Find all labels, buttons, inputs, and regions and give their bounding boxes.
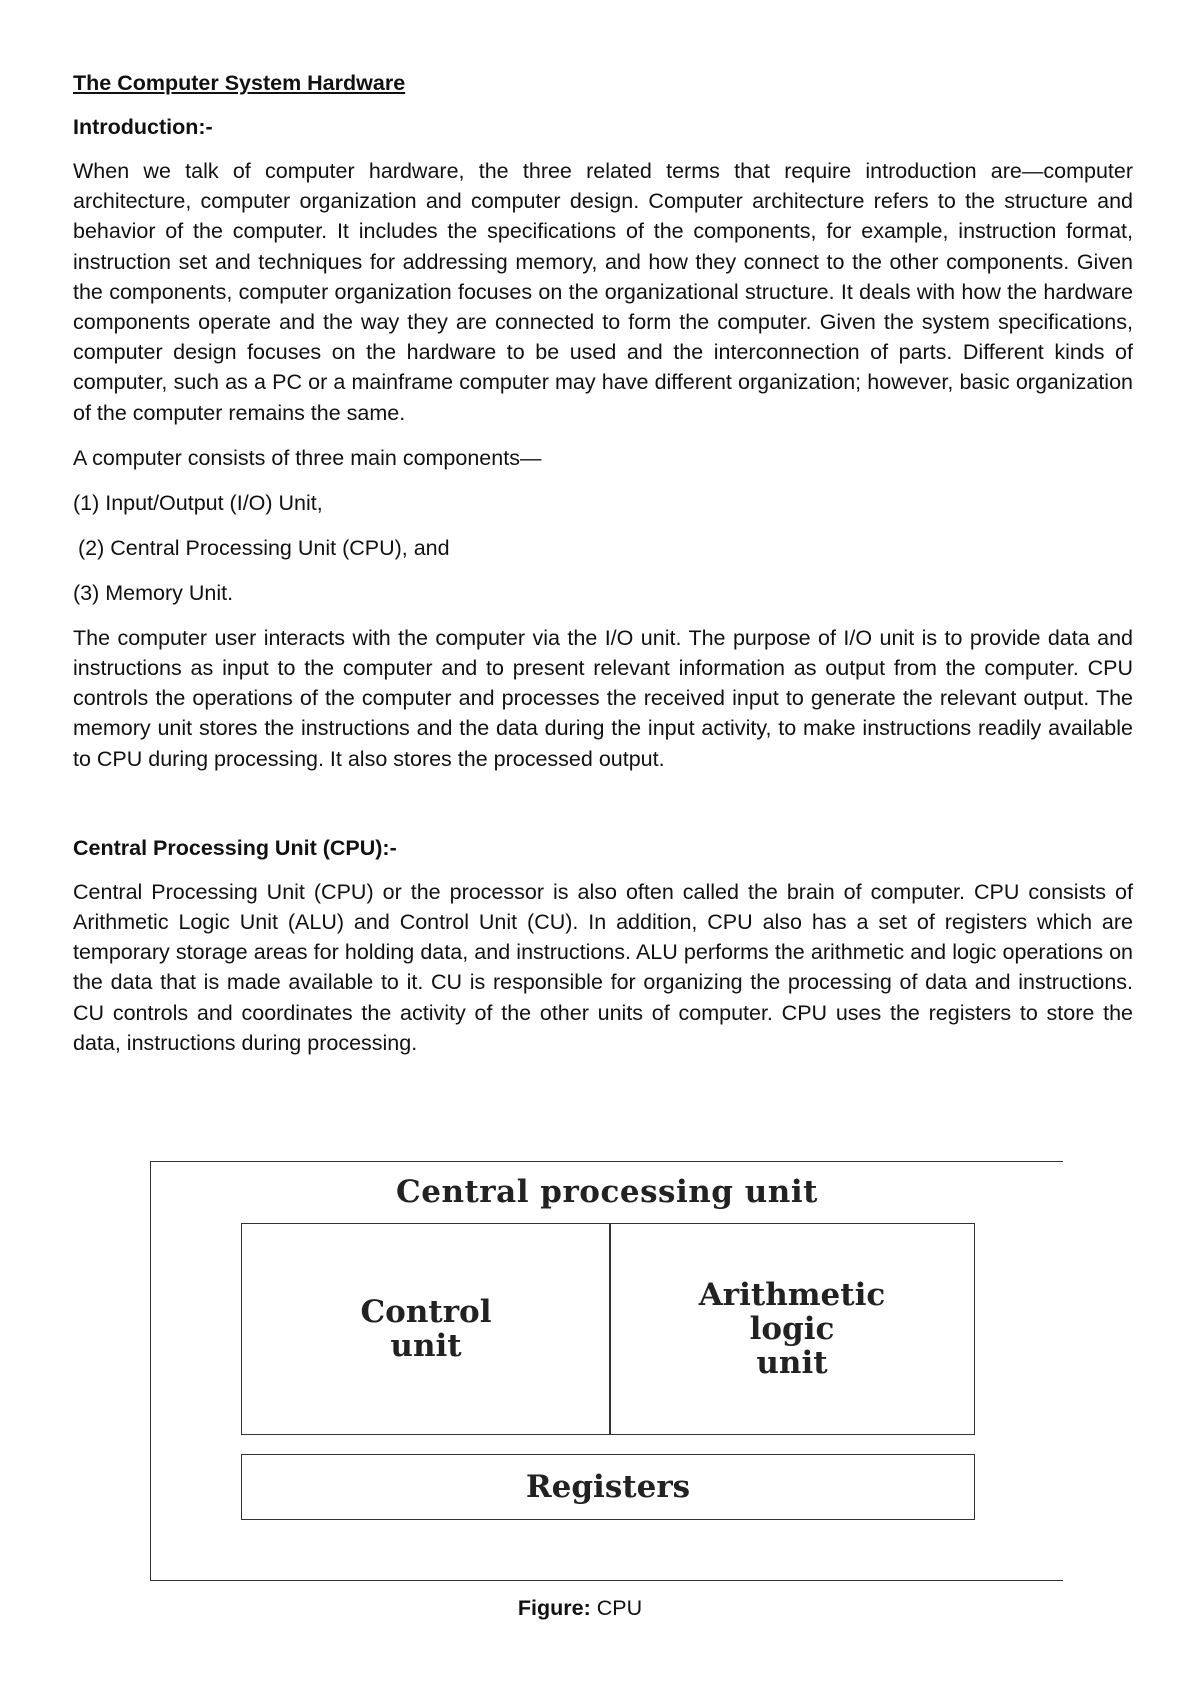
alu-box xyxy=(609,1223,975,1435)
control-unit-label: Control unit xyxy=(360,1294,492,1364)
cpu-heading: Central Processing Unit (CPU):- xyxy=(73,835,397,860)
registers-label: Registers xyxy=(525,1469,691,1505)
component-item-io: (1) Input/Output (I/O) Unit, xyxy=(73,490,323,515)
figure-caption-label: Figure: xyxy=(517,1596,591,1620)
cpu-diagram xyxy=(150,1161,1063,1581)
document-title: The Computer System Hardware xyxy=(73,71,406,95)
section-spacer xyxy=(73,789,1133,835)
alu-label: Arithmetic logic unit xyxy=(698,1277,886,1381)
component-item-memory: (3) Memory Unit. xyxy=(73,580,234,605)
intro-heading: Introduction:- xyxy=(73,115,213,139)
figure-caption xyxy=(0,1596,1160,1621)
components-intro: A computer consists of three main components— xyxy=(73,445,542,470)
intro-paragraph: When we talk of computer hardware, the three related terms that require introduction are—computer architecture, computer organization and computer design. Computer architecture refers to the structure and behavior of the computer. It includes the specifications of the components, for example, instruction format, instruction set and techniques for addressing memory, and how they connect to the other components. Given the components, computer organization focuses on the organizational structure. It deals with how the hardware components operate and the way they are connected to form the computer. Given the system specifications, computer design focuses on the hardware to be used and the interconnection of parts. Different kinds of computer, such as a PC or a mainframe computer may have different organization; however, basic organization of the computer remains the same. xyxy=(73,159,1133,425)
registers-box xyxy=(241,1454,975,1520)
io-paragraph: The computer user interacts with the computer via the I/O unit. The purpose of I/O unit is to provide data and instructions as input to the computer and to present relevant information as output from the computer. CPU controls the operations of the computer and processes the received input to generate the relevant output. The memory unit stores the instructions and the data during the input activity, to make instructions readily available to CPU during processing. It also stores the processed output. xyxy=(73,625,1133,771)
cpu-diagram-title: Central processing unit xyxy=(396,1174,818,1210)
control-unit-box xyxy=(241,1223,611,1435)
document-body xyxy=(73,70,1133,1073)
component-item-cpu: (2) Central Processing Unit (CPU), and xyxy=(78,535,450,560)
cpu-paragraph: Central Processing Unit (CPU) or the processor is also often called the brain of computer. CPU consists of Arithmetic Logic Unit (ALU) and Control Unit (CU). In addition, CPU also has a set of registers which are temporary storage areas for holding data, and instructions. ALU performs the arithmetic and logic operations on the data that is made available to it. CU is responsible for organizing the processing of data and instructions. CU controls and coordinates the activity of the other units of computer. CPU uses the registers to store the data, instructions during processing. xyxy=(73,879,1133,1055)
figure-caption-text: CPU xyxy=(596,1596,643,1620)
